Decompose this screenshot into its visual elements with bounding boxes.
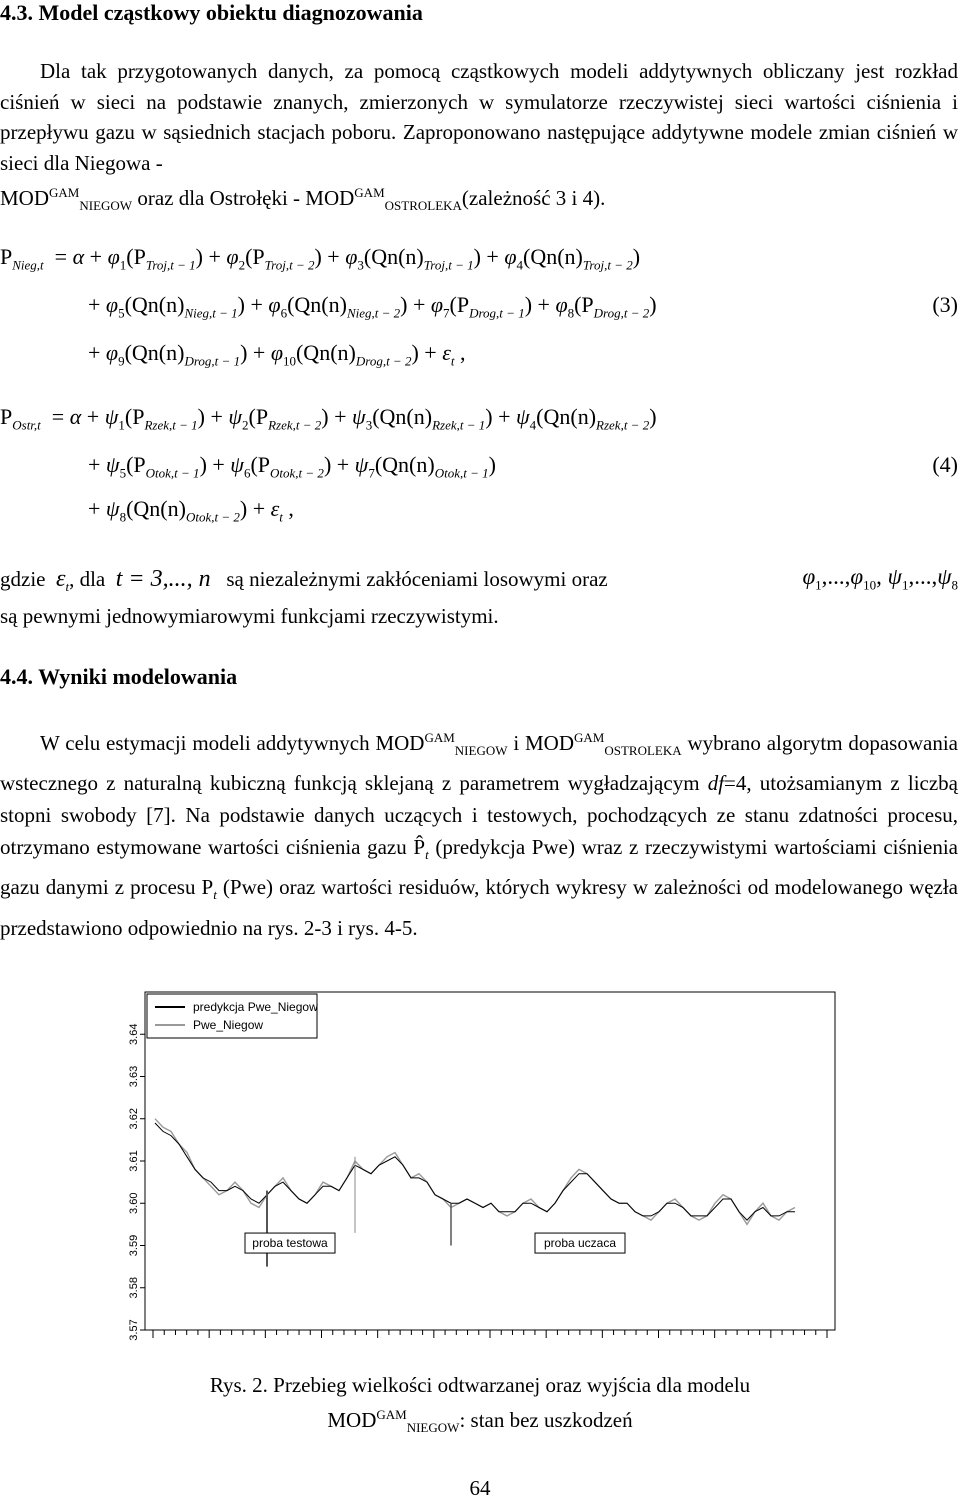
page-number: 64	[469, 1476, 491, 1500]
figure-caption-line-1: Rys. 2. Przebieg wielkości odtwarzanej oraz wyjścia dla modelu	[209, 1373, 751, 1397]
annotation-test: proba testowa	[252, 1236, 328, 1251]
section-heading-4-4: 4.4. Wyniki modelowania	[0, 664, 238, 689]
y-tick-label: 3.60	[128, 1192, 140, 1214]
where-line-1: gdzie $\varepsilon_t$, dla t = 3,..., n są niezależnymi zakłóceniami losowymi oraz $\varphi_1,...,\varphi_{10}$, $\psi_1,...,\psi_8$	[0, 564, 958, 595]
y-tick-label: 3.63	[128, 1065, 140, 1088]
legend-label: Pwe_Niegow	[193, 1018, 264, 1032]
where-functions: $\varphi_1,...,\varphi_{10}$, $\psi_1,...,\psi_8$	[802, 564, 958, 593]
figure-caption-line-2: $MOD^{GAM}_{NIEGOW}$: stan bez uszkodzeń	[327, 1407, 633, 1436]
paragraph-intro-text: Dla tak przygotowanych danych, za pomocą cząstkowych modeli addytywnych obliczany jest rozkład ciśnień w sieci na podstawie znanych, zmierzonych w symulatorze rzeczywistej sieci wartości ciśnienia i przepływu gazu w sąsiednich stacjach poboru. Zaproponowano następujące addytywne modele zmian ciśnień w sieci dla Niegowa -	[0, 59, 958, 175]
equation-4-line-1: $P_{Ostr,t} = \alpha + \psi_1(P_{Rzek,t - 1}) + \psi_2(P_{Rzek,t - 2}) + \psi_3(Qn(n)_{Rzek,t - 1}) + \psi_4(Qn(n)_{Rzek,t - 2})$	[0, 404, 657, 433]
equation-3-number: (3)	[932, 292, 958, 317]
section-heading-4-3: 4.3. Model cząstkowy obiektu diagnozowania	[0, 0, 423, 25]
paragraph-intro: Dla tak przygotowanych danych, za pomocą cząstkowych modeli addytywnych obliczany jest rozkład ciśnień w sieci na podstawie znanych, zmierzonych w symulatorze rzeczywistej sieci wartości ciśnienia i przepływu gazu w sąsiednich stacjach poboru. Zaproponowano następujące addytywne modele zmian ciśnień w sieci dla Niegowa - $MOD^{GAM}_{NIEGOW}$ oraz dla Ostrołęki - $MOD^{GAM}_{OSTROLEKA}(zależność$ 3 i 4).	[0, 59, 958, 214]
where-line-2: są pewnymi jednowymiarowymi funkcjami rzeczywistymi.	[0, 604, 499, 628]
legend-label: predykcja Pwe_Niegow	[193, 1000, 318, 1014]
figure-chart	[100, 990, 840, 1345]
y-tick-label: 3.61	[128, 1150, 140, 1172]
equation-3-line-2: + $\varphi_5(Qn(n)_{Nieg,t - 1}) + \varphi_6(Qn(n)_{Nieg,t - 2}) + \varphi_7(P_{Drog,t - 1}) + \varphi_8(P_{Drog,t - 2})$	[88, 292, 657, 321]
equation-4-line-2: + $\psi_5(P_{Otok,t - 1}) + \psi_6(P_{Otok,t - 2}) + \psi_7(Qn(n)_{Otok,t - 1})$	[88, 452, 496, 481]
y-tick-label: 3.59	[128, 1234, 140, 1257]
equation-4-number: (4)	[932, 452, 958, 477]
paragraph-results: W celu estymacji modeli addytywnych $MOD^{GAM}_{NIEGOW}$ i $MOD^{GAM}_{OSTROLEKA}$ wybrano algorytm dopasowania wstecznego z naturalną kubiczną funkcją sklejaną z parametrem wygładzającym df=4, utożsamianym z liczbą stopni swobody [7]. Na podstawie danych uczących i testowych, pochodzących ze stanu zdatności procesu, otrzymano estymowane wartości ciśnienia gazu $P̂_t$ (predykcja Pwe) wraz z rzeczywistymi wartościami ciśnienia gazu danymi z procesu $P_t$ (Pwe) oraz wartości residuów, których wykresy w zależności od modelowanego węzła przedstawiono odpowiednio na rys. 2-3 i rys. 4-5.	[0, 730, 958, 940]
equation-3-line-1: $P_{Nieg,t} = \alpha + \varphi_1(P_{Troj,t - 1}) + \varphi_2(P_{Troj,t - 2}) + \varphi_3(Qn(n)_{Troj,t - 1}) + \varphi_4(Qn(n)_{Troj,t - 2})$	[0, 244, 641, 273]
y-tick-label: 3.58	[128, 1277, 140, 1299]
y-tick-label: 3.64	[128, 1023, 140, 1045]
plot-area	[145, 992, 835, 1330]
equation-4-line-3: + $\psi_8(Qn(n)_{Otok,t - 2}) + \varepsilon_t$ ,	[88, 496, 294, 525]
equation-3-line-3: + $\varphi_9(Qn(n)_{Drog,t - 1}) + \varphi_{10}(Qn(n)_{Drog,t - 2}) + \varepsilon_t$ ,	[88, 340, 466, 369]
y-tick-label: 3.62	[128, 1108, 140, 1130]
y-tick-label: 3.57	[128, 1319, 140, 1341]
annotation-train: proba uczaca	[543, 1236, 617, 1251]
